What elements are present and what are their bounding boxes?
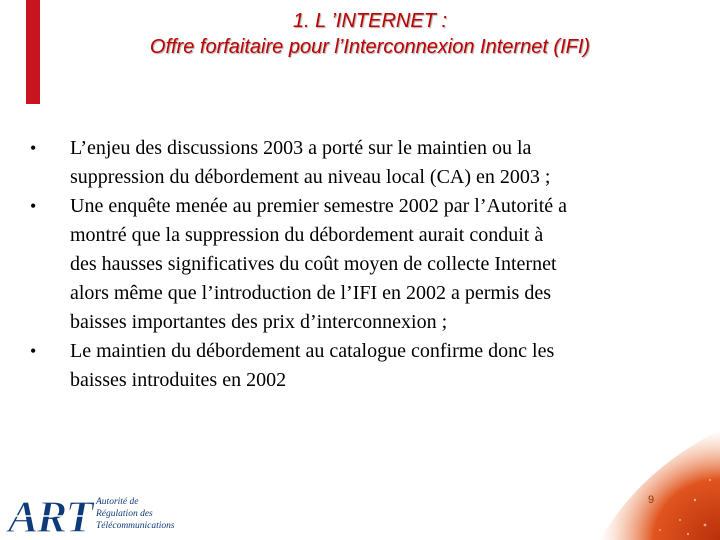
bullet-item-2 [28, 192, 688, 337]
bullet-2-line-1: Une enquête menée au premier semestre 2002 par l’Autorité a [70, 195, 568, 217]
bullet-2-line-2: montré que la suppression du débordement aurait conduit à [70, 224, 544, 246]
bullet-item-3 [28, 337, 688, 395]
corner-decoration [600, 430, 720, 540]
bullet-2-line-3: des hausses significatives du coût moyen de collecte Internet [70, 253, 557, 275]
bullet-1-line-2: suppression du débordement au niveau local (CA) en 2003 ; [70, 166, 551, 188]
logo-subtitle [96, 496, 175, 532]
title-line-1: 1. L ’INTERNET : [292, 10, 448, 32]
bullet-2-line-5: baisses importantes des prix d’interconnexion ; [70, 311, 448, 333]
slide-title [50, 8, 690, 60]
bullet-item-1 [28, 134, 688, 192]
title-accent-bar [26, 0, 40, 104]
title-line-2: Offre forfaitaire pour l’Interconnexion Internet (IFI) [149, 36, 591, 58]
bullet-list [28, 134, 688, 395]
bullet-2-line-4: alors même que l’introduction de l’IFI en 2002 a permis des [70, 282, 551, 304]
bullet-3-line-2: baisses introduites en 2002 [70, 369, 287, 391]
logo-subtitle-line-1: Autorité de [96, 497, 139, 507]
logo-subtitle-line-2: Régulation des [96, 509, 153, 519]
page-number: 9 [648, 494, 655, 506]
bullet-dot: • [30, 341, 37, 361]
bullet-dot: • [30, 196, 37, 216]
bullet-3-line-1: Le maintien du débordement au catalogue confirme donc les [70, 340, 555, 362]
bullet-dot: • [30, 138, 37, 158]
logo-subtitle-line-3: Télécommunications [96, 521, 175, 531]
bullet-1-line-1: L’enjeu des discussions 2003 a porté sur le maintien ou la [70, 137, 532, 159]
svg-text:ART: ART [8, 491, 92, 540]
